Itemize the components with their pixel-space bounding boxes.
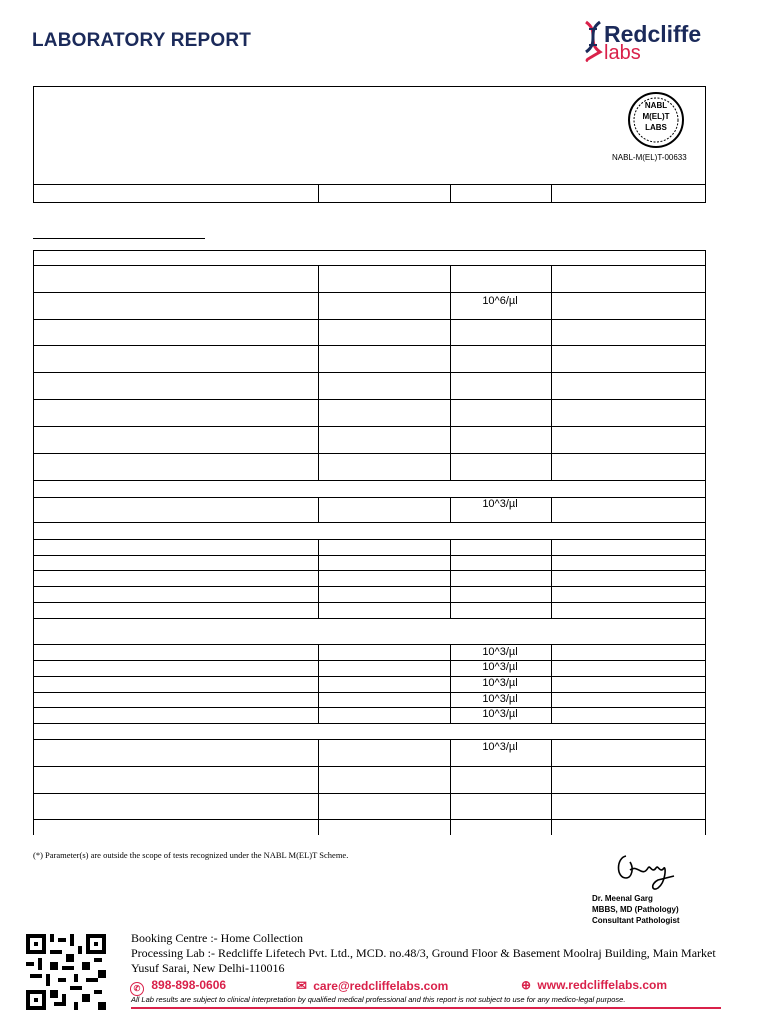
nabl-seal-text: NABL M(EL)T LABS [642, 101, 670, 132]
nabl-code: NABL-M(EL)T-00633 [612, 153, 687, 162]
globe-icon: ⊕ [521, 978, 532, 992]
unit-cell: 10^3/µl [482, 498, 518, 510]
unit-cell: 10^3/µl [482, 708, 518, 720]
website-contact[interactable]: ⊕ www.redcliffelabs.com [521, 978, 667, 992]
unit-cell: 10^3/µl [482, 677, 518, 689]
unit-cell: 10^3/µl [482, 741, 518, 753]
nabl-footnote: (*) Parameter(s) are outside the scope of tests recognized under the NABL M(EL)T Scheme. [33, 850, 349, 860]
booking-centre: Booking Centre :- Home Collection [131, 931, 303, 945]
unit-cell: 10^3/µl [482, 693, 518, 705]
unit-cell: 10^3/µl [482, 646, 518, 658]
signatory-designation: Consultant Pathologist [592, 916, 680, 925]
brand-subname: labs [604, 42, 641, 64]
section-heading-underline [33, 238, 205, 239]
mail-icon: ✉ [296, 978, 307, 993]
patient-info-box [33, 86, 706, 203]
legal-disclaimer: All Lab results are subject to clinical interpretation by qualified medical professional and this report is not subject to use for any medico-legal purpose. [131, 995, 626, 1004]
qr-code [26, 934, 106, 1010]
results-table [33, 250, 706, 835]
unit-cell: 10^6/µl [482, 295, 518, 307]
dna-logo-icon [582, 20, 604, 62]
phone-contact[interactable]: ✆ 898-898-0606 [130, 978, 226, 996]
processing-lab-city: Yusuf Sarai, New Delhi-110016 [131, 961, 285, 975]
signatory-name: Dr. Meenal Garg [592, 894, 653, 903]
phone-icon: ✆ [130, 982, 144, 996]
signature-image [612, 848, 682, 893]
email-contact[interactable]: ✉ care@redcliffelabs.com [296, 978, 449, 993]
signatory-qualification: MBBS, MD (Pathology) [592, 905, 679, 914]
report-title: LABORATORY REPORT [32, 30, 252, 51]
brand-name: Redcliffe [604, 21, 702, 47]
footer-accent-bar [131, 1007, 721, 1009]
processing-lab: Processing Lab :- Redcliffe Lifetech Pvt. Ltd., MCD. no.48/3, Ground Floor & Basement Moolraj Building, Main Market [131, 946, 716, 960]
unit-cell: 10^3/µl [482, 661, 518, 673]
address-block [131, 931, 716, 976]
signatory-block [592, 893, 680, 926]
